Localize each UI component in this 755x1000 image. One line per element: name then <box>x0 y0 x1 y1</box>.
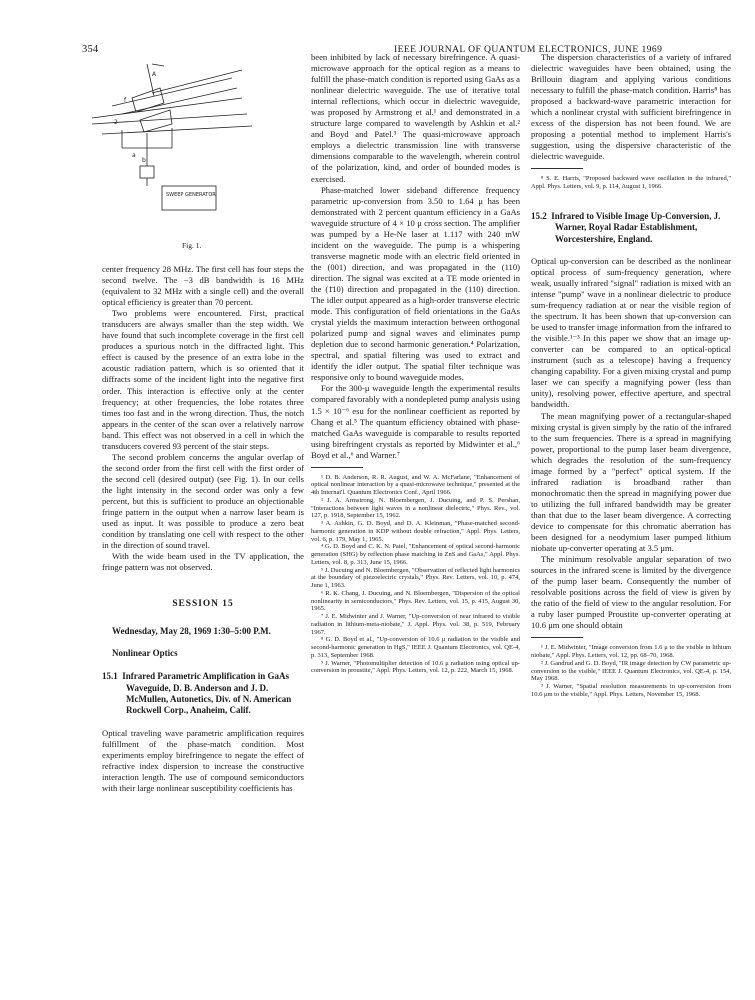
paper-number: 15.2 <box>531 210 547 221</box>
column-1 <box>102 264 304 794</box>
page-number: 354 <box>82 44 99 55</box>
footnote-divider <box>531 637 583 638</box>
paper-title: Infrared Parametric Amplification in GaAs Waveguide, D. B. Anderson and J. D. McMullen, Autonetics, Div. of N. American Rockwell Corp., Anaheim, Calif. <box>122 671 292 716</box>
svg-text:A: A <box>152 71 157 78</box>
footnote: ¹ D. B. Anderson, R. R. August, and W. A. McFarlane, "Enhancement of optical nonlinear interaction by a quasi-microwave technique," presented at the 4th Internat'l. Quantum Electronics Conf., April 1966. <box>311 473 520 497</box>
paragraph: The minimum resolvable angular separation of two sources in the infrared scene is limited by the divergence of the pump laser beam. Consequently the number of resolvable positions across the field of view is given by the ratio of the field of view to the angular resolution. For a ruby laser pumped Proustite up-converter operating at 10.6 μm one should obtain <box>531 554 731 631</box>
footnote: ³ A. Ashkin, G. D. Boyd, and D. A. Kleinman, "Phase-matched second-harmonic generation in KDP without double refraction," Appl. Phys. Letters, vol. 6, p. 179, May 1, 1965. <box>311 520 520 543</box>
footnote-divider <box>311 467 363 468</box>
column-2 <box>311 52 520 675</box>
footnote: ⁹ J. Warner, "Photomultiplier detection of 10.6 μ radiation using optical up-conversion in proustite," Appl. Phys. Letters, vol. 12, p. 222, March 15, 1968. <box>311 659 520 675</box>
paragraph: The mean magnifying power of a rectangular-shaped mixing crystal is given simply by the ratio of the infrared to the sum frequencies. There is a spread in magnifying power, proportional to the pump laser beam divergence, which degrades the resolution of the sum-frequency image formed by a "perfect" optical system. If the infrared radiation is broadband rather than monochromatic then the spread in magnifying power due to utilizing the full infrared bandwidth may be greater than that due to the laser beam divergence. A correcting device to compensate for this chromatic aberration has been designed for a neodymium laser pumped lithium niobate up-converter operating at 3.5 μm. <box>531 410 731 554</box>
paper-title-15-1 <box>102 671 304 716</box>
footnote: ³ J. Warner, "Spatial resolution measurements in up-conversion from 10.6 μm to the visible," Appl. Phys. Letters, November 15, 1968. <box>531 683 731 698</box>
paper-title: Infrared to Visible Image Up-Conversion, J. Warner, Royal Radar Establishment, Worcestershire, England. <box>551 210 721 244</box>
figure-diagram <box>92 58 262 228</box>
acoustic-cell-2 <box>140 110 172 132</box>
paper-title-15-2 <box>531 211 731 245</box>
svg-text:a: a <box>132 152 136 159</box>
footnote: ⁸ S. E. Harris, "Proposed backward wave oscillation in the infrared," Appl. Phys. Letters, vol. 9, p. 114, August 1, 1966. <box>531 175 731 191</box>
abstract-paragraph: Optical traveling wave parametric amplification requires fulfillment of the phase-match condition. Most experiments employ birefringence to negate the effect of refractive index dispersion to increase the constructive interaction length. The use of compound semiconductors with their large nonlinear susceptibility coefficients has <box>102 727 304 793</box>
paragraph: center frequency 28 MHz. The first cell has four steps the second twelve. The −3 dB bandwidth is 16 MHz (equivalent to 32 MHz with a single cell) and the overall optical efficiency is greater than 70 percent. <box>102 264 304 308</box>
footnote: ⁷ J. E. Midwinter and J. Warner, "Up-conversion of near infrared to visible radiation in lithium-meta-niobate," J. Appl. Phys. vol. 38, p. 519, February 1967. <box>311 613 520 636</box>
footnote: ² J. Gandrud and G. D. Boyd, "IR image detection by CW parametric up-conversion to the visible," IEEE J. Quantum Electronics, vol. QE-4, p. 154, May 1968. <box>531 659 731 683</box>
sweep-generator-label: SWEEP GENERATOR <box>166 192 216 198</box>
paragraph: With the wide beam used in the TV application, the fringe pattern was not observed. <box>102 551 304 573</box>
footnote: ² J. A. Armstrong, N. Bloembergen, J. Ducuing, and P. S. Pershan, "Interactions between light waves in a nonlinear dielectric," Phys. Rev., vol. 127, p. 1918, September 15, 1962. <box>311 496 520 520</box>
svg-text:b: b <box>142 157 146 164</box>
paragraph: The second problem concerns the angular overlap of the second order from the first cell with the first order of the second cell (desired output) (see Fig. 1). In our cells the light intensity in the second order was only a few percent, but this is sufficient to produce an objectionable fringe pattern in the output when a narrow laser beam is used as input. It was possible to produce a zero beat condition by translating one cell with respect to the other in the direction of sound travel. <box>102 451 304 551</box>
paragraph: The dispersion characteristics of a variety of infrared dielectric waveguides have been obtained, using the Brillouin diagram and applying various conditions necessary to fulfill the phase-match condition. Harris⁸ has proposed a backward-wave parametric interaction for which a nonlinear crystal with sufficient birefringence in excess of the dispersion has not been found. We are proposing a potential method to implement Harris's suggestion, using the dispersive characteristic of the dielectric waveguide. <box>531 52 731 162</box>
session-time: Wednesday, May 28, 1969 1:30–5:00 P.M. <box>112 626 271 637</box>
svg-text:2: 2 <box>114 119 118 126</box>
footnote: ⁵ J. Ducuing and N. Bloembergen, "Observation of reflected light harmonics at the boundary of piezoelectric crystals," Phys. Rev. Letters, vol. 10, p. 474, June 1, 1963. <box>311 566 520 590</box>
paragraph: Phase-matched lower sideband difference frequency parametric up-conversion from 3.50 to 1.64 μ has been demonstrated with 2 percent quantum efficiency in a GaAs waveguide structure of 4 × 10 μ cross section. The amplifier was pumped by a He-Ne laser at 1.117 with 240 mW incident on the waveguide. The pump is a whispering transverse magnetic mode with an electric field oriented in the (001) direction, and was propagated in the (110) direction. The signal was excited at a TE mode oriented in the (1̄10) direction and propagated in the (110) direction. The idler output appeared as a high-order transverse electric mode. This configuration of field orientations in the GaAs crystal yields the maximum interaction between orthogonal polarized pump and signal waves and eliminates pump depletion due to second harmonic generation.⁴ Polarization, spectral, and spatial filtering was used to extract and identify the idler output. The spatial filter technique was responsive only to bound waveguide modes. <box>311 184 520 383</box>
footnote: ⁶ R. K. Chang, J. Ducuing, and N. Bloembergen, "Dispersion of the optical nonlinearity in semiconductors," Phys. Rev. Letters, vol. 15, p. 415, August 30, 1965. <box>311 589 520 613</box>
session-topic: Nonlinear Optics <box>112 648 178 659</box>
footnote: ⁴ G. D. Boyd and C. K. N. Patel, "Enhancement of optical second-harmonic generation (SHG) by reflection phase matching in ZnS and GaAs," Appl. Phys. Letters, vol. 8, p. 313, June 15, 1966. <box>311 543 520 566</box>
paragraph: For the 300-μ waveguide length the experimental results compared favorably with a nondepleted pump analysis using 1.5 × 10⁻⁶ esu for the nonlinear coefficient as reported by Chang et al.⁵ The quantum efficiency obtained with phase-matched GaAs waveguide is comparable to results reported using birefringent crystals as reported by Midwinter et al.,⁶ Boyd et al.,⁶ and Warner.⁷ <box>311 383 520 460</box>
paper-number: 15.1 <box>102 671 118 682</box>
footnote: ¹ J. E. Midwinter, "Image conversion from 1.6 μ to the visible in lithium niobate," Appl. Phys. Letters, vol. 12, pp. 68–70, 1968. <box>531 644 731 660</box>
footnote: ⁸ G. D. Boyd et al., "Up-conversion of 10.6 μ radiation to the visible and second-harmonic generation in HgS," IEEE J. Quantum Electronics, vol. QE-4, p. 313, September 1968. <box>311 636 520 659</box>
paragraph: been inhibited by lack of necessary birefringence. A quasi-microwave approach for the optical region as a means to fulfill the phase-match condition is reported using GaAs as a nonlinear dielectric waveguide. The use of iterative total internal reflections, which occur in dielectric waveguide, was proposed by Armstrong et al.¹ and demonstrated in a structure large compared to wavelength by Ashkin et al.² and Boyd and Patel.³ The quasi-microwave approach employs a dielectric transmission line with transverse dimensions comparable to the wavelength, wherein control of the polarization, kind, and order of bounded modes is exercised. <box>311 52 520 184</box>
svg-text:f: f <box>124 97 127 104</box>
figure-caption: Fig. 1. <box>182 241 202 250</box>
sweep-generator-box <box>162 186 216 210</box>
running-header: IEEE JOURNAL OF QUANTUM ELECTRONICS, JUNE 1969 <box>394 44 663 55</box>
footnote-divider <box>531 168 583 169</box>
paragraph: Optical up-conversion can be described as the nonlinear optical process of sum-frequency generation, where weak, usually infrared "signal" radiation is mixed with an intense "pump" wave in a nonlinear dielectric to produce sum-frequency radiation at or near the visible region of the spectrum. It has been shown that up-conversion can be used to transfer image information from the infrared to the visible.¹⁻³ In this paper we show that an image up-converter can be compared to an optical-optical instrument (such as a telescope) having a frequency changing capability. For a given mixing crystal and pump laser we can specify a magnifying power (less than unity), resolving power, effective aperture, and spectral bandwidth. <box>531 255 731 410</box>
session-heading: SESSION 15 <box>172 599 234 610</box>
paragraph: Two problems were encountered. First, practical transducers are always smaller than the step width. We have found that such incomplete coverage in the first cell produces a spurious notch in the diffracted light. This effect is caused by the presence of an extra lobe in the acoustic radiation pattern, which is so oriented that it diffracts some of the incident light into the negative first order. This interaction is effective only at the center frequency; at other frequencies, the lobe rotates three times too fast and in the wrong direction. Thus, the notch appears in the center of the scan over a relatively narrow band. This effect was not observed in a cell in which the transducers covered 93 percent of the stair steps. <box>102 308 304 451</box>
column-3 <box>531 52 731 699</box>
